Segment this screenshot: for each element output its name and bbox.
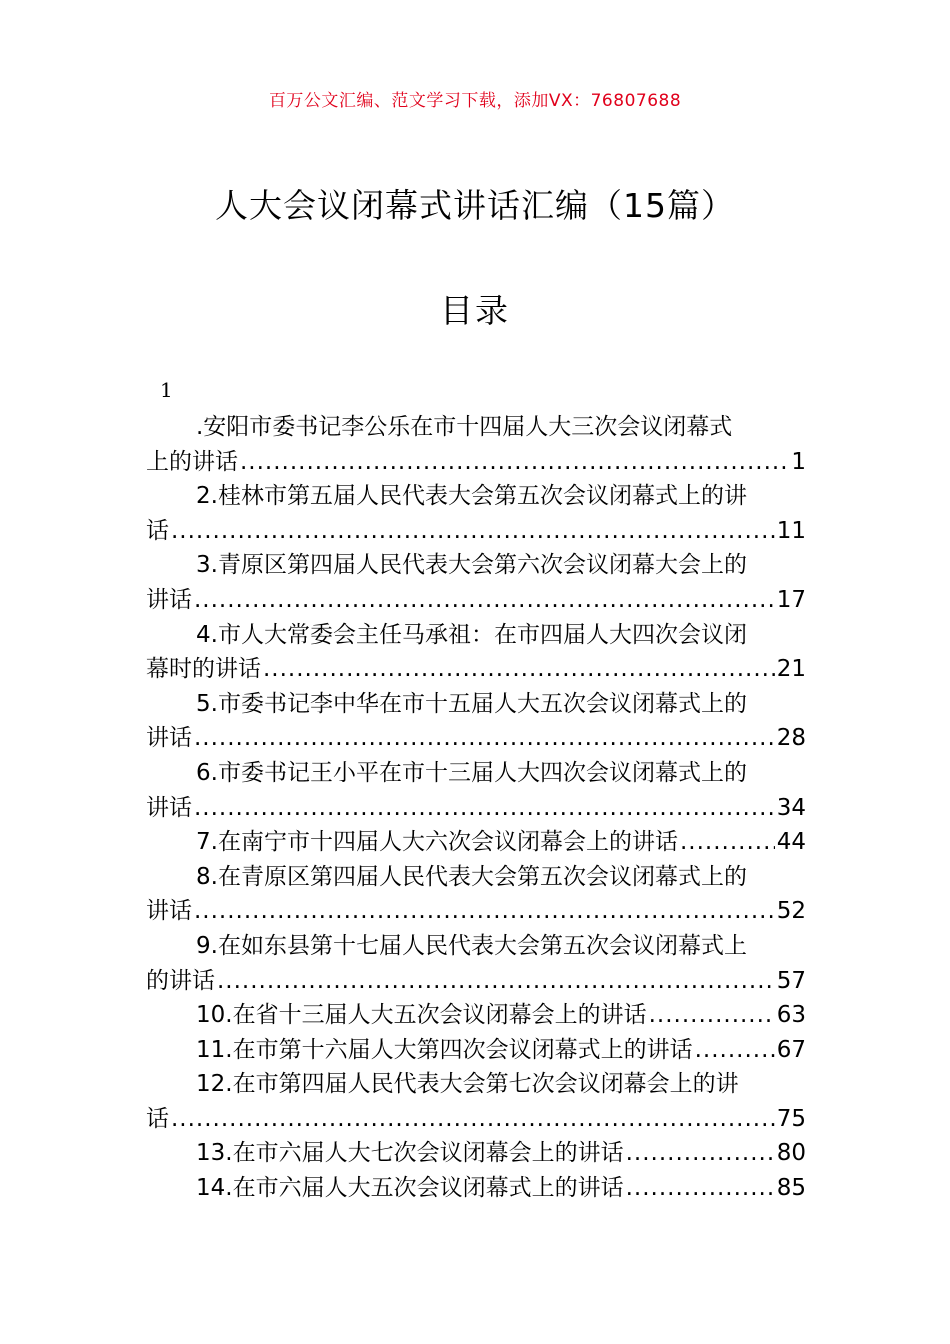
toc-leader-dots <box>626 1171 775 1206</box>
toc-entry-title-continued: 的讲话 <box>146 967 215 994</box>
toc-entry-title-continued: 上的讲话 <box>146 448 238 475</box>
toc-entry[interactable] <box>146 687 806 756</box>
toc-page-number: 75 <box>776 1105 806 1132</box>
toc-entry-title: 9.在如东县第十七届人民代表大会第五次会议闭幕式上 <box>196 932 747 959</box>
toc-entry-title: 3.青原区第四届人民代表大会第六次会议闭幕大会上的 <box>196 552 747 579</box>
toc-entry-title-continued: 话 <box>146 1105 169 1132</box>
toc-leader-dots <box>171 514 775 549</box>
toc-entry-title: 4.市人大常委会主任马承祖：在市四届人大四次会议闭 <box>196 621 747 648</box>
header-note: 百万公文汇编、范文学习下载，添加VX：76807688 <box>268 91 682 111</box>
toc-heading: 目录 <box>440 291 510 330</box>
toc-entry-title-continued: 讲话 <box>146 794 192 821</box>
toc-page-number: 67 <box>776 1036 806 1063</box>
toc-entry-title-continued: 讲话 <box>146 586 192 613</box>
toc-entry-title: 2.桂林市第五届人民代表大会第五次会议闭幕式上的讲 <box>196 483 747 510</box>
toc-entry-title: .安阳市委书记李公乐在市十四届人大三次会议闭幕式 <box>196 414 733 440</box>
toc-entry-title: 11.在市第十六届人大第四次会议闭幕式上的讲话 <box>196 1036 693 1063</box>
toc-page-number: 21 <box>776 656 806 683</box>
toc-entry[interactable] <box>146 825 806 860</box>
toc-page-number: 85 <box>776 1175 806 1202</box>
toc-entry-title-continued: 幕时的讲话 <box>146 656 261 683</box>
toc-entry-title: 6.市委书记王小平在市十三届人大四次会议闭幕式上的 <box>196 759 747 786</box>
toc-page-number: 44 <box>776 829 806 856</box>
toc-page-number: 80 <box>776 1140 806 1167</box>
toc-entry-title: 10.在省十三届人大五次会议闭幕会上的讲话 <box>196 1002 647 1029</box>
toc-entry[interactable] <box>146 756 806 825</box>
toc-leader-dots <box>171 1102 775 1137</box>
toc-leader-dots <box>194 583 775 618</box>
toc-leader-dots <box>240 445 789 480</box>
toc-page-number: 17 <box>776 586 806 613</box>
toc-entry[interactable] <box>146 479 806 548</box>
toc-entry[interactable] <box>146 548 806 617</box>
toc-leader-dots <box>194 791 775 826</box>
table-of-contents <box>146 410 806 1206</box>
document-title: 人大会议闭幕式讲话汇编（15篇） <box>215 186 735 225</box>
toc-entry[interactable] <box>146 618 806 687</box>
toc-entry[interactable] <box>146 998 806 1033</box>
toc-entry[interactable] <box>146 1136 806 1171</box>
toc-entry[interactable] <box>146 860 806 929</box>
toc-page-number: 1 <box>791 448 806 475</box>
toc-entry[interactable] <box>146 410 806 479</box>
toc-entry-title: 12.在市第四届人民代表大会第七次会议闭幕会上的讲 <box>196 1071 739 1098</box>
toc-entry-title-continued: 讲话 <box>146 898 192 925</box>
toc-leader-dots <box>649 998 775 1033</box>
toc-leader-dots <box>695 1033 775 1068</box>
toc-entry[interactable] <box>146 1033 806 1068</box>
toc-page-number: 57 <box>776 967 806 994</box>
toc-entry-title-continued: 讲话 <box>146 725 192 752</box>
toc-leader-dots <box>626 1136 775 1171</box>
toc-entry-title: 13.在市六届人大七次会议闭幕会上的讲话 <box>196 1140 624 1167</box>
toc-page-number: 63 <box>776 1002 806 1029</box>
toc-entry[interactable] <box>146 1067 806 1136</box>
toc-leader-dots <box>194 894 775 929</box>
toc-page-number: 11 <box>776 517 806 544</box>
toc-entry-title-continued: 话 <box>146 517 169 544</box>
toc-entry[interactable] <box>146 1171 806 1206</box>
toc-leader-dots <box>263 652 775 687</box>
toc-leader-dots <box>194 721 775 756</box>
toc-entry-title: 14.在市六届人大五次会议闭幕式上的讲话 <box>196 1175 624 1202</box>
toc-entry-title: 8.在青原区第四届人民代表大会第五次会议闭幕式上的 <box>196 863 747 890</box>
toc-entry-title: 5.市委书记李中华在市十五届人大五次会议闭幕式上的 <box>196 690 747 717</box>
toc-entry[interactable] <box>146 929 806 998</box>
toc-leader-dots <box>217 964 775 999</box>
toc-page-number: 34 <box>776 794 806 821</box>
toc-page-number: 52 <box>776 898 806 925</box>
toc-entry-title: 7.在南宁市十四届人大六次会议闭幕会上的讲话 <box>196 829 678 856</box>
toc-leader-dots <box>680 825 775 860</box>
stray-number: 1 <box>160 378 173 402</box>
toc-page-number: 28 <box>776 725 806 752</box>
